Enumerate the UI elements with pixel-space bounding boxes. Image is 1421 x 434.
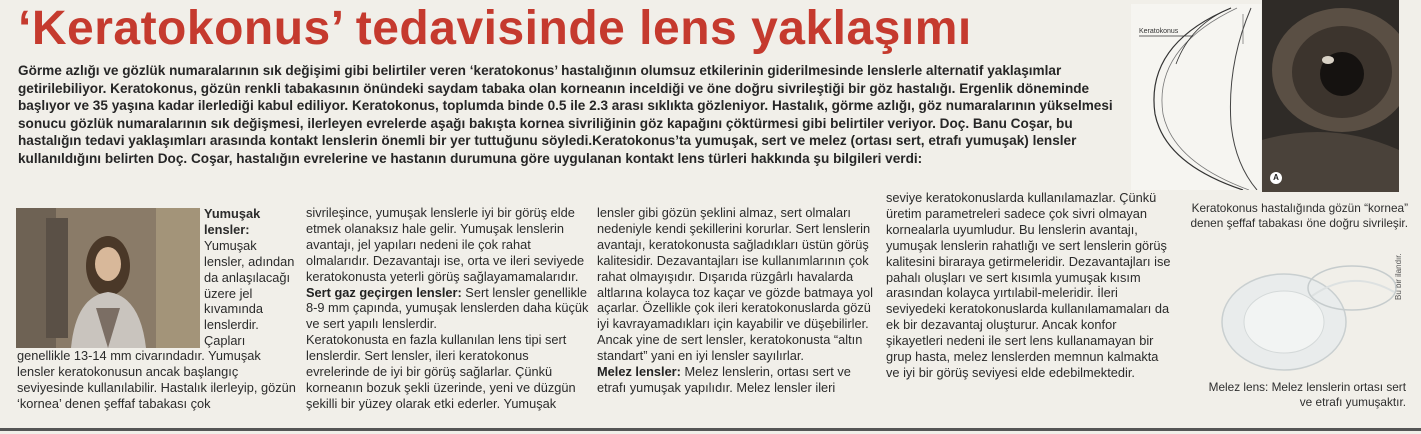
soft-lens-text-top: Yumuşak lensler, adından da anlaşılacağı üzere jel kıvamında lenslerdir. Çapları — [204, 237, 295, 349]
hybrid-lens-image — [1212, 258, 1402, 376]
soft-lens-text-cont: sivrileşince, yumuşak lenslerle iyi bir görüş elde etmek olanaksız hale gelir. Yumuşak lenslerin avantajı, jel yapıları nedeni ile çok rahat olmalarıdır. Dezavantajı ise, orta ve ileri seviyede keratokonusta yeterli görüş sağlayamamalarıdır. — [306, 205, 585, 284]
cornea-diagram — [1131, 4, 1261, 190]
column-3 — [597, 205, 879, 396]
hybrid-lens-heading: Melez lensler: — [597, 364, 681, 380]
hybrid-lens-drawing — [1212, 258, 1402, 376]
lead-paragraph — [18, 62, 1126, 168]
eye-caption: Keratokonus hastalığında gözün “kornea” denen şeffaf tabakası öne doğru sivrileşir. — [1190, 201, 1408, 230]
soft-lens-heading: Yumuşak lensler: — [204, 206, 261, 237]
headline: ‘Keratokonus’ tedavisinde lens yaklaşımı — [18, 2, 972, 55]
rgp-lens-heading: Sert gaz geçirgen lensler: — [306, 284, 462, 300]
bottom-rule — [0, 428, 1421, 431]
doctor-photo-image — [16, 208, 200, 348]
advert-note: Bu bir ilandır. — [1394, 253, 1403, 300]
diagram-label: Keratokonus — [1139, 28, 1179, 35]
column-1-top — [204, 206, 300, 349]
eye-photo-image — [1262, 0, 1399, 192]
eye-photo — [1262, 0, 1399, 192]
column-2 — [306, 205, 590, 412]
doctor-photo — [16, 208, 200, 348]
rgp-lens-text: Sert lensler genellikle 8-9 mm çapında, yumuşak lenslerden daha küçük ve sert yapılı lenslerdir. — [306, 284, 589, 332]
hybrid-lens-text-cont: seviye keratokonuslarda kullanılamazlar. Çünkü üretim parametreleri sadece çok sivri olmayan kornealarla uyumludur. Bu lenslerin avantajı, yumuşak lenslerin rahatlığı ve sert lenslerin görüş kalitesini biraraya getirmeleridir. Dezavantajları ise pahalı oluşları ve sert kısımla yumuşak kısım arasından kolayca yırtılabil-meleridir. İleri seviyedeki keratokonuslarda kullanılamamaları da ek bir dezavantaj oluşturur. Ancak konfor şikayetleri nedeni ile sert lens kullanamayan bir grup hasta, melez lenslerden memnun kalmakta ve iyi bir görüş seviyesi elde edebilmektedir. — [886, 190, 1171, 380]
lead-text: Görme azlığı ve gözlük numaralarının sık değişimi gibi belirtiler veren ‘keratokonus’ hastalığının olumsuz etkilerinin giderilmesinde lenslerle alternatif yaklaşımlar getirilebiliyor. Keratokonus, gözün renkli tabakasının önündeki saydam tabaka olan korneanın inceldiği ve öne doğru sivrileştiği bir göz hastalığı. Ergenlik döneminde başlıyor ve 35 yaşına kadar ilerlediği kabul ediliyor. Keratokonus, toplumda binde 0.5 ile 2.3 arası sıklıkta gözleniyor. Hastalık, görme azlığı, göz numaralarının yükselmesi sonucu gözlük numaralarının sık değişmesi, ilerleyen evrelerde aşağı bakışta kornea sivriliğinin göz kapağını çöktürmesi gibi belirtiler veriyor. Doç. Banu Coşar, bu hastalığın tedavi yaklaşımları arasında kontakt lenslerin önemli bir yer tuttuğunu söyledi.Keratokonus’ta yumuşak, sert ve melez (ortası sert, etrafı yumuşak) lensler kullanıldığını belirten Doç. Coşar, hastalığın evrelerine ve hastanın durumuna göre uygulanan kontakt lens türleri hakkında şu bilgileri verdi: — [18, 63, 1113, 166]
rgp-lens-text-cont: lensler gibi gözün şeklini almaz, sert olmaları nedeniyle kendi şekillerini korurlar. Sert lenslerin avantajı, keratokonusta sağladıkları üstün görüş kalitesidir. Dezavantajları ise kullanımlarının çok rahat olmayışıdır. Dışarıda rüzgârlı havalarda altlarına kolayca toz kaçar ve gözde batmaya yol açarlar. Özellikle çok ileri keratokonuslarda gözü iyi kavrayamadıkları için kayabilir ve düşebilirler. Ancak yine de sert lensler, keratokonusta “altın standart” yani en iyi lensler sayılırlar. — [597, 205, 873, 364]
lens-caption: Melez lens: Melez lenslerin ortası sert ve etrafı yumuşaktır. — [1208, 380, 1406, 409]
rgp-lens-text-2: Keratokonusta en fazla kullanılan lens tipi sert lenslerdir. Sert lensler, ileri keratokonus evrelerinde de iyi bir görüş sağlarlar. Çünkü korneanın bozuk şekli üzerinde, yeni ve düzgün şekilli bir yüzey olarak etki ederler. Yumuşak — [306, 332, 576, 411]
photo-badge: A — [1270, 172, 1282, 184]
column-4 — [886, 190, 1172, 381]
hybrid-lens-text: Melez lenslerin, ortası sert ve etrafı yumuşak yapılıdır. Melez lensler ileri — [597, 364, 851, 395]
column-1-bottom: genellikle 13-14 mm civarındadır. Yumuşak lensler keratokonusun ancak başlangıç seviyesinde kullanılabilir. Hastalık ilerleyip, gözün ‘kornea’ denen şeffaf tabakası çok — [17, 348, 296, 411]
